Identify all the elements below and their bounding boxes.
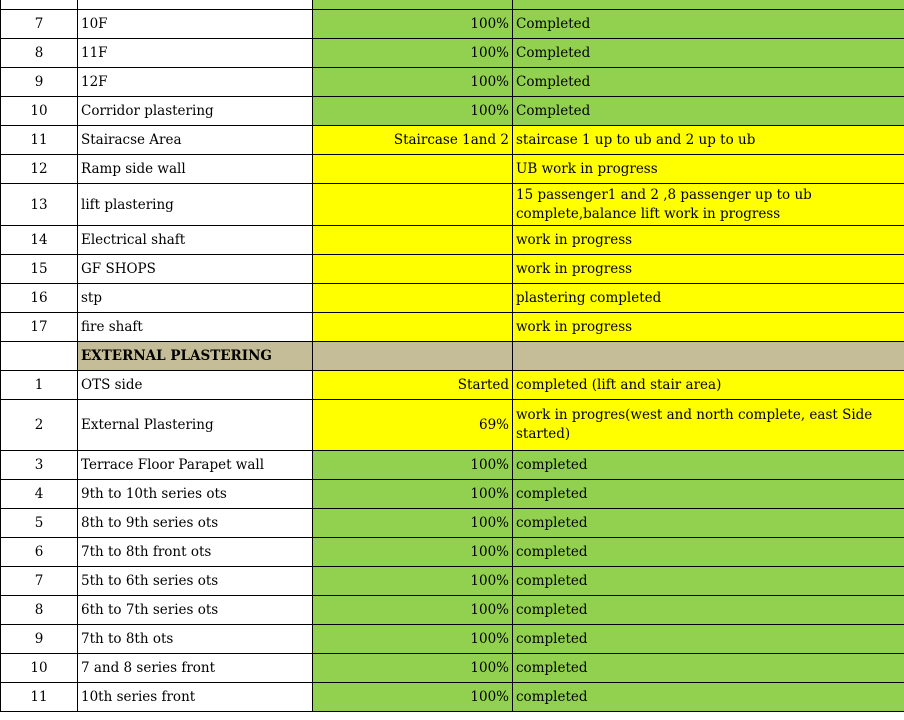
remarks-cell: completed (lift and stair area) — [513, 371, 904, 400]
progress-cell: 100% — [313, 567, 513, 596]
table-row — [1, 683, 904, 712]
progress-cell: Staircase 1and 2 — [313, 126, 513, 155]
row-number-cell: 10 — [1, 97, 78, 126]
table-row — [1, 226, 904, 255]
item-cell: stp — [78, 284, 313, 313]
row-number-cell: 15 — [1, 255, 78, 284]
item-cell — [78, 0, 313, 10]
row-number-cell: 2 — [1, 400, 78, 451]
row-number-cell: 11 — [1, 126, 78, 155]
remarks-cell: work in progress — [513, 226, 904, 255]
progress-cell: 100% — [313, 654, 513, 683]
row-number-cell: 8 — [1, 39, 78, 68]
item-cell: 6th to 7th series ots — [78, 596, 313, 625]
item-cell: 5th to 6th series ots — [78, 567, 313, 596]
table-row — [1, 480, 904, 509]
table-row — [1, 68, 904, 97]
item-cell: Ramp side wall — [78, 155, 313, 184]
table-row — [1, 155, 904, 184]
row-number-cell: 9 — [1, 625, 78, 654]
remarks-cell: completed — [513, 596, 904, 625]
row-number-cell: 1 — [1, 371, 78, 400]
remarks-cell: UB work in progress — [513, 155, 904, 184]
table-row — [1, 126, 904, 155]
remarks-cell: Completed — [513, 97, 904, 126]
item-cell: Stairacse Area — [78, 126, 313, 155]
progress-cell — [313, 184, 513, 226]
row-number-cell: 7 — [1, 567, 78, 596]
table-row — [1, 538, 904, 567]
progress-cell — [313, 155, 513, 184]
item-cell: External Plastering — [78, 400, 313, 451]
item-cell: GF SHOPS — [78, 255, 313, 284]
progress-cell — [313, 284, 513, 313]
table-row — [1, 509, 904, 538]
progress-cell: 100% — [313, 625, 513, 654]
progress-cell — [313, 313, 513, 342]
progress-cell: 100% — [313, 68, 513, 97]
row-number-cell: 4 — [1, 480, 78, 509]
row-number-cell: 16 — [1, 284, 78, 313]
table-row — [1, 184, 904, 226]
table-row — [1, 625, 904, 654]
row-number-cell: 7 — [1, 10, 78, 39]
remarks-cell: completed — [513, 654, 904, 683]
row-number-cell: 9 — [1, 68, 78, 97]
progress-cell: Started — [313, 371, 513, 400]
item-cell: 8th to 9th series ots — [78, 509, 313, 538]
progress-cell: 69% — [313, 400, 513, 451]
progress-cell — [313, 342, 513, 371]
remarks-cell: work in progress — [513, 255, 904, 284]
row-number-cell: 6 — [1, 538, 78, 567]
table-row — [1, 400, 904, 451]
progress-cell: 100% — [313, 39, 513, 68]
table-row — [1, 255, 904, 284]
row-number-cell: 14 — [1, 226, 78, 255]
row-number-cell: 8 — [1, 596, 78, 625]
progress-cell: 100% — [313, 538, 513, 567]
table-row — [1, 284, 904, 313]
remarks-cell: completed — [513, 567, 904, 596]
remarks-cell: completed — [513, 509, 904, 538]
item-cell: 10th series front — [78, 683, 313, 712]
item-cell: fire shaft — [78, 313, 313, 342]
row-number-cell: 5 — [1, 509, 78, 538]
row-number-cell: 13 — [1, 184, 78, 226]
table-row — [1, 567, 904, 596]
item-cell: 7th to 8th front ots — [78, 538, 313, 567]
table-row — [1, 97, 904, 126]
remarks-cell — [513, 342, 904, 371]
remarks-cell: work in progres(west and north complete, east Side started) — [513, 400, 904, 451]
progress-cell: 100% — [313, 451, 513, 480]
item-cell: lift plastering — [78, 184, 313, 226]
row-number-cell: 10 — [1, 654, 78, 683]
item-cell: EXTERNAL PLASTERING — [78, 342, 313, 371]
table-row-partial — [1, 0, 904, 10]
item-cell: 12F — [78, 68, 313, 97]
item-cell: 7 and 8 series front — [78, 654, 313, 683]
remarks-cell: staircase 1 up to ub and 2 up to ub — [513, 126, 904, 155]
remarks-cell: completed — [513, 451, 904, 480]
remarks-cell: Completed — [513, 39, 904, 68]
item-cell: Corridor plastering — [78, 97, 313, 126]
item-cell: OTS side — [78, 371, 313, 400]
table-row — [1, 596, 904, 625]
remarks-cell — [513, 0, 904, 10]
progress-cell: 100% — [313, 480, 513, 509]
row-number-cell — [1, 0, 78, 10]
progress-cell — [313, 226, 513, 255]
row-number-cell: 3 — [1, 451, 78, 480]
table-row — [1, 39, 904, 68]
table-row — [1, 10, 904, 39]
progress-cell: 100% — [313, 596, 513, 625]
item-cell: 10F — [78, 10, 313, 39]
remarks-cell: work in progress — [513, 313, 904, 342]
remarks-cell: completed — [513, 683, 904, 712]
table-row — [1, 371, 904, 400]
table-body — [1, 10, 904, 712]
remarks-cell: Completed — [513, 10, 904, 39]
item-cell: 9th to 10th series ots — [78, 480, 313, 509]
item-cell: Terrace Floor Parapet wall — [78, 451, 313, 480]
item-cell: Electrical shaft — [78, 226, 313, 255]
progress-cell: 100% — [313, 509, 513, 538]
table-row — [1, 654, 904, 683]
table-row — [1, 451, 904, 480]
row-number-cell — [1, 342, 78, 371]
remarks-cell: completed — [513, 538, 904, 567]
remarks-cell: 15 passenger1 and 2 ,8 passenger up to ub complete,balance lift work in progress — [513, 184, 904, 226]
remarks-cell: plastering completed — [513, 284, 904, 313]
progress-cell: 100% — [313, 683, 513, 712]
remarks-cell: Completed — [513, 68, 904, 97]
remarks-cell: completed — [513, 625, 904, 654]
progress-cell — [313, 255, 513, 284]
row-number-cell: 12 — [1, 155, 78, 184]
row-number-cell: 17 — [1, 313, 78, 342]
row-number-cell: 11 — [1, 683, 78, 712]
progress-cell — [313, 0, 513, 10]
table-row — [1, 313, 904, 342]
section-header-row — [1, 342, 904, 371]
item-cell: 11F — [78, 39, 313, 68]
progress-cell: 100% — [313, 10, 513, 39]
progress-cell: 100% — [313, 97, 513, 126]
remarks-cell: completed — [513, 480, 904, 509]
item-cell: 7th to 8th ots — [78, 625, 313, 654]
